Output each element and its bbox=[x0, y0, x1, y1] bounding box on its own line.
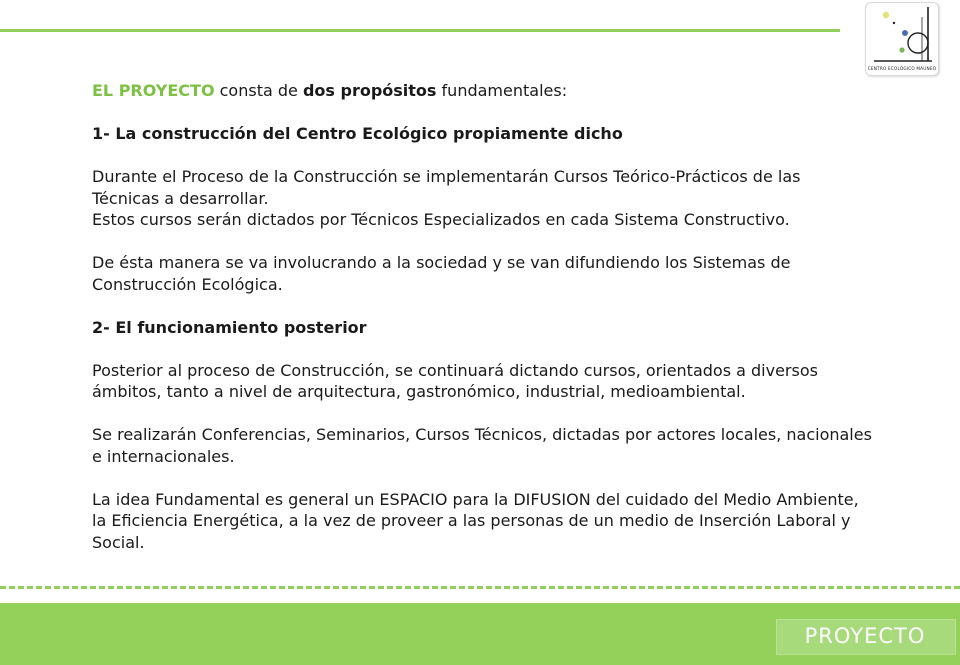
section1-paragraph-3: De ésta manera se va involucrando a la sociedad y se van difundiendo los Sistemas de Construcción Ecológica. bbox=[92, 253, 791, 294]
section1-paragraph-2: Estos cursos serán dictados por Técnicos Especializados en cada Sistema Constructivo. bbox=[92, 210, 790, 229]
intro-text-end: fundamentales: bbox=[436, 81, 568, 100]
centro-ecologico-logo bbox=[865, 2, 939, 76]
section2-paragraph-3: La idea Fundamental es general un ESPACIO para la DIFUSION del cuidado del Medio Ambiente, la Eficiencia Energética, a la vez de proveer a las personas de un medio de Inserción Laboral y Social. bbox=[92, 489, 859, 552]
logo-mark-icon bbox=[866, 3, 938, 75]
intro-bold-text: dos propósitos bbox=[302, 81, 437, 100]
section2-heading: 2- El funcionamiento posterior bbox=[92, 317, 367, 337]
intro-paragraph bbox=[92, 80, 872, 102]
section2-paragraph-1: Posterior al proceso de Construcción, se continuará dictando cursos, orientados a diversos ámbitos, tanto a nivel de arquitectura, gastronómico, industrial, medioambiental. bbox=[92, 360, 818, 401]
intro-text-mid: consta de bbox=[214, 81, 303, 100]
project-highlight: EL PROYECTO bbox=[92, 81, 215, 100]
bottom-dashed-divider bbox=[0, 586, 960, 589]
document-body bbox=[92, 80, 872, 575]
section1-heading: 1- La construcción del Centro Ecológico propiamente dicho bbox=[92, 124, 623, 143]
top-divider bbox=[0, 29, 840, 32]
footer-section-label: PROYECTO bbox=[804, 624, 926, 648]
section2-paragraph-2: Se realizarán Conferencias, Seminarios, Cursos Técnicos, dictadas por actores locales, nacionales e internacionales. bbox=[92, 425, 872, 466]
logo-caption: CENTRO ECOLÓGICO MAUNEO bbox=[867, 66, 937, 71]
section1-paragraph-1: Durante el Proceso de la Construcción se implementarán Cursos Teórico-Prácticos de las Técnicas a desarrollar. bbox=[92, 167, 801, 208]
